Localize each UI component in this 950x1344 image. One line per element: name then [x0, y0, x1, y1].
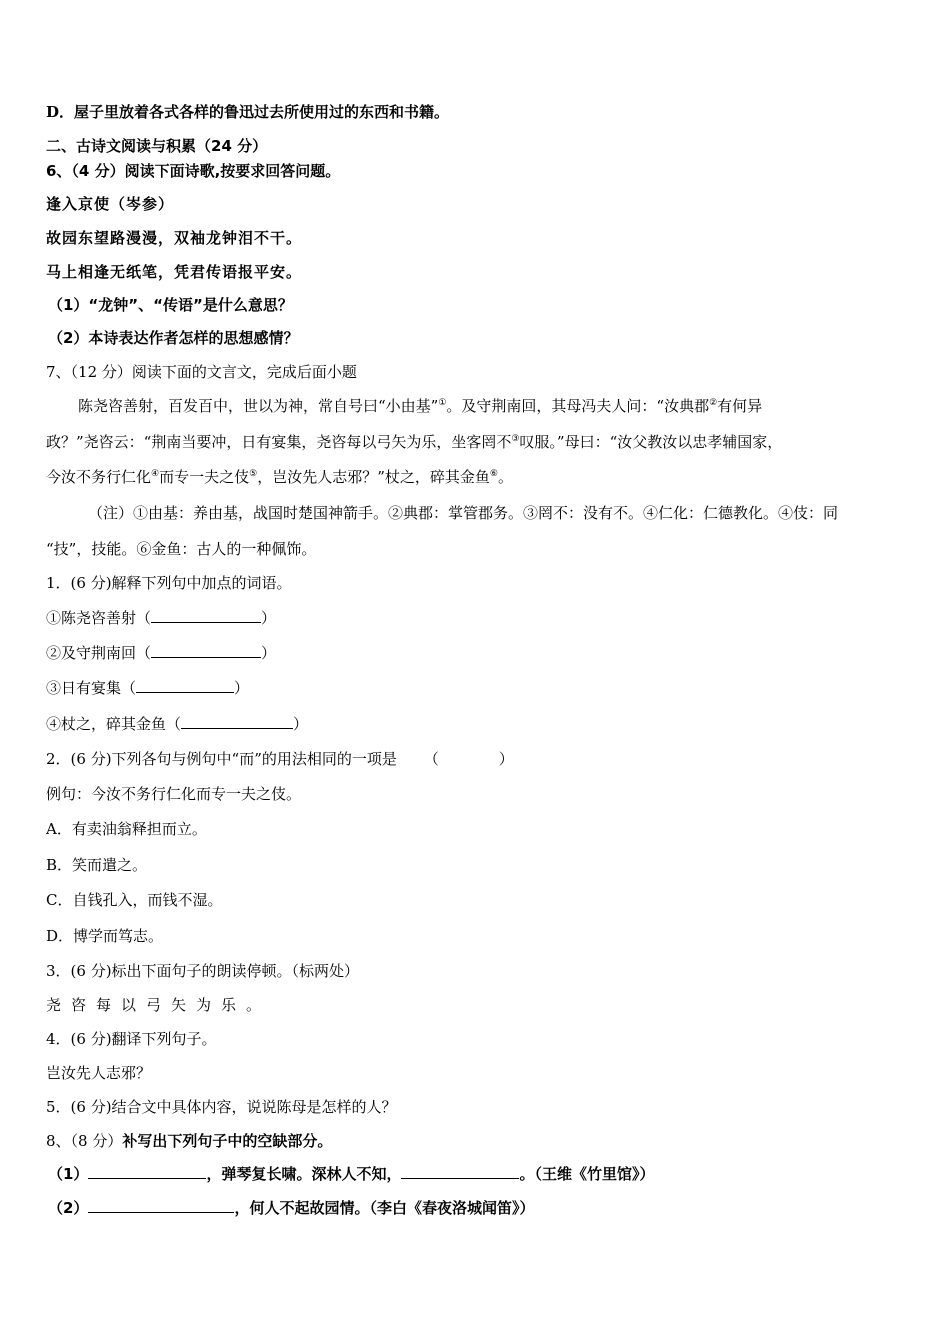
passage-text: 。及守荆南回，其母冯夫人问：“汝典郡 — [446, 397, 710, 415]
item-text: ，弹琴复长啸。深林人不知， — [206, 1165, 402, 1183]
q6-prompt — [46, 161, 340, 181]
footnote-mark: ⑤ — [249, 469, 258, 479]
option-text: 有卖油翁释担而立。 — [71, 820, 207, 838]
q6-sub-1: （1）“龙钟”、“传语”是什么意思？ — [48, 296, 293, 314]
q7-sub1-item-4 — [46, 714, 308, 734]
annotation-line-1: （注）①由基：养由基，战国时楚国神箭手。②典郡：掌管郡务。③罔不：没有不。④仁化：仁德教化。④伎：同 — [88, 504, 839, 522]
close-paren: ） — [234, 679, 250, 697]
option-text: 博学而笃志。 — [73, 927, 164, 945]
option-a[interactable] — [46, 819, 207, 839]
poem-line-1: 故园东望路漫漫，双袖龙钟泪不干。 — [46, 229, 303, 247]
q7-sub3-sentence: 尧咨每以弓矢为乐。 — [46, 996, 272, 1014]
answer-blank[interactable] — [151, 643, 261, 658]
footnote-mark: ⑥ — [489, 469, 498, 479]
close-paren: ） — [293, 715, 309, 733]
answer-paren-close: ） — [498, 750, 514, 768]
item-text: ④杖之，碎其金鱼（ — [46, 715, 182, 733]
q8-number: 8、（8 分） — [46, 1132, 123, 1150]
passage-text: 陈尧咨善射，百发百中，世以为神，常自号曰“小由基” — [78, 397, 439, 415]
option-text: 笑而遣之。 — [72, 856, 148, 874]
close-paren: ） — [261, 609, 277, 627]
answer-blank[interactable] — [181, 714, 293, 729]
q7-sub2-example: 例句：今汝不务行仁化而专一夫之伎。 — [46, 785, 302, 803]
item-source: 。（王维《竹里馆》） — [519, 1165, 655, 1183]
passage-line-2 — [46, 432, 782, 452]
answer-blank[interactable] — [88, 1164, 206, 1179]
item-source: ，何人不起故园情。（李白《春夜洛城闻笛》） — [234, 1199, 535, 1217]
option-letter: D． — [46, 103, 75, 121]
section-title: 二、古诗文阅读与积累（24 分） — [46, 137, 268, 155]
passage-text: 叹服。”母曰：“汝父教汝以忠孝辅国家， — [519, 433, 783, 451]
option-c[interactable] — [46, 890, 223, 910]
q8-prompt — [46, 1131, 332, 1151]
q6-sub-2: （2）本诗表达作者怎样的思想感情？ — [48, 329, 299, 347]
passage-text: 而专一夫之伎 — [159, 468, 250, 486]
passage-text: 。 — [497, 468, 513, 486]
annotation-line-2: “技”，技能。⑥金鱼：古人的一种佩饰。 — [46, 540, 317, 558]
q8-item-2 — [48, 1198, 534, 1218]
q7-prompt: 7、（12 分）阅读下面的文言文，完成后面小题 — [46, 363, 357, 381]
q7-sub1-item-3 — [46, 678, 249, 698]
passage-line-3 — [46, 467, 513, 487]
footnote-mark: ④ — [151, 469, 160, 479]
item-text: ③日有宴集（ — [46, 679, 137, 697]
answer-blank[interactable] — [151, 608, 261, 623]
item-label: （1） — [48, 1165, 89, 1183]
q7-sub4-prompt: 4．(6 分)翻译下列句子。 — [46, 1030, 217, 1048]
option-text: 屋子里放着各式各样的鲁迅过去所使用过的东西和书籍。 — [74, 103, 450, 121]
previous-option-d — [46, 102, 449, 122]
passage-text: 有何异 — [717, 397, 763, 415]
option-letter: D． — [46, 927, 74, 945]
q7-sub1-item-2 — [46, 643, 276, 663]
passage-text: 政？”尧咨云：“荆南当要冲，日有宴集，尧咨每以弓矢为乐，坐客罔不 — [46, 433, 512, 451]
option-text: 自钱孔入，而钱不湿。 — [72, 891, 223, 909]
option-b[interactable] — [46, 855, 147, 875]
q7-sub1-item-1 — [46, 608, 276, 628]
q7-sub5-prompt: 5．(6 分)结合文中具体内容，说说陈母是怎样的人？ — [46, 1098, 397, 1116]
item-text: ②及守荆南回（ — [46, 644, 152, 662]
passage-text: 今汝不务行仁化 — [46, 468, 152, 486]
footnote-mark: ③ — [511, 434, 520, 444]
item-label: （2） — [48, 1199, 89, 1217]
passage-line-1 — [78, 396, 762, 416]
q6-prompt-text: 6、（4 分）阅读下面诗歌,按要求回答问题。 — [46, 162, 341, 180]
passage-text: ，岂汝先人志邪？”杖之，碎其金鱼 — [257, 468, 490, 486]
option-d[interactable] — [46, 926, 163, 946]
q7-sub3-prompt: 3．(6 分)标出下面句子的朗读停顿。（标两处） — [46, 962, 360, 980]
answer-blank[interactable] — [136, 678, 234, 693]
poem-line-2: 马上相逢无纸笔，凭君传语报平安。 — [46, 263, 303, 281]
footnote-mark: ② — [709, 398, 718, 408]
poem-title: 逢入京使（岑参） — [46, 195, 175, 213]
option-letter: A． — [46, 820, 72, 838]
option-letter: B． — [46, 856, 73, 874]
answer-blank[interactable] — [401, 1164, 519, 1179]
footnote-mark: ① — [438, 398, 447, 408]
q7-sub1-prompt: 1．(6 分)解释下列句中加点的词语。 — [46, 574, 292, 592]
prompt-text: 2．(6 分)下列各句与例句中“而”的用法相同的一项是 — [46, 750, 397, 768]
option-letter: C． — [46, 891, 73, 909]
q8-item-1 — [48, 1164, 654, 1184]
close-paren: ） — [261, 644, 277, 662]
answer-blank[interactable] — [88, 1198, 234, 1213]
q7-sub4-sentence: 岂汝先人志邪？ — [46, 1064, 152, 1082]
item-text: ①陈尧咨善射（ — [46, 609, 152, 627]
answer-paren-open: （ — [423, 750, 439, 768]
q7-sub2-prompt — [46, 749, 514, 769]
q8-prompt-text: 补写出下列句子中的空缺部分。 — [122, 1132, 333, 1150]
